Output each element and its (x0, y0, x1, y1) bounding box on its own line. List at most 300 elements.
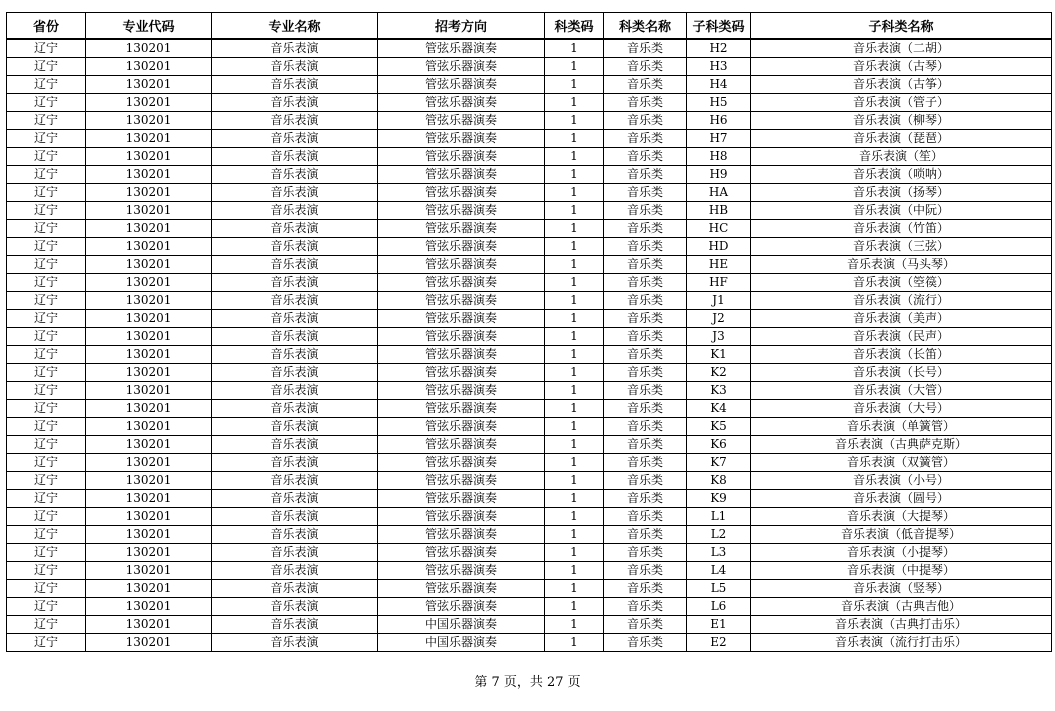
cell-category-code: 1 (545, 490, 604, 508)
cell-subcategory-code: K2 (687, 364, 751, 382)
cell-major-code: 130201 (86, 508, 212, 526)
cell-major-code: 130201 (86, 166, 212, 184)
cell-category-code: 1 (545, 562, 604, 580)
cell-exam-direction: 管弦乐器演奏 (378, 220, 545, 238)
cell-category-name: 音乐类 (604, 39, 687, 58)
cell-province: 辽宁 (7, 580, 86, 598)
cell-major-name: 音乐表演 (212, 346, 378, 364)
cell-province: 辽宁 (7, 544, 86, 562)
cell-subcategory-name: 音乐表演（竹笛） (751, 220, 1052, 238)
cell-major-name: 音乐表演 (212, 292, 378, 310)
cell-exam-direction: 管弦乐器演奏 (378, 598, 545, 616)
cell-major-name: 音乐表演 (212, 39, 378, 58)
cell-subcategory-code: H5 (687, 94, 751, 112)
cell-category-code: 1 (545, 148, 604, 166)
cell-major-name: 音乐表演 (212, 238, 378, 256)
cell-category-code: 1 (545, 274, 604, 292)
header-category-name: 科类名称 (604, 13, 687, 40)
cell-province: 辽宁 (7, 220, 86, 238)
cell-subcategory-name: 音乐表演（圆号） (751, 490, 1052, 508)
cell-subcategory-name: 音乐表演（民声） (751, 328, 1052, 346)
cell-category-name: 音乐类 (604, 112, 687, 130)
cell-subcategory-code: H2 (687, 39, 751, 58)
cell-province: 辽宁 (7, 490, 86, 508)
cell-category-name: 音乐类 (604, 94, 687, 112)
cell-exam-direction: 管弦乐器演奏 (378, 112, 545, 130)
cell-subcategory-name: 音乐表演（古典萨克斯） (751, 436, 1052, 454)
table-row (7, 328, 1052, 346)
cell-subcategory-code: E1 (687, 616, 751, 634)
table-row (7, 58, 1052, 76)
table-row (7, 130, 1052, 148)
cell-category-code: 1 (545, 202, 604, 220)
cell-subcategory-code: HE (687, 256, 751, 274)
cell-major-name: 音乐表演 (212, 364, 378, 382)
cell-category-name: 音乐类 (604, 508, 687, 526)
table-row (7, 382, 1052, 400)
cell-exam-direction: 管弦乐器演奏 (378, 472, 545, 490)
cell-subcategory-name: 音乐表演（古典吉他） (751, 598, 1052, 616)
header-category-code: 科类码 (545, 13, 604, 40)
cell-major-code: 130201 (86, 346, 212, 364)
cell-major-name: 音乐表演 (212, 544, 378, 562)
cell-major-name: 音乐表演 (212, 130, 378, 148)
header-province: 省份 (7, 13, 86, 40)
cell-category-name: 音乐类 (604, 418, 687, 436)
cell-category-code: 1 (545, 580, 604, 598)
table-row (7, 634, 1052, 652)
cell-subcategory-code: H7 (687, 130, 751, 148)
cell-major-name: 音乐表演 (212, 454, 378, 472)
cell-major-name: 音乐表演 (212, 94, 378, 112)
cell-major-code: 130201 (86, 544, 212, 562)
cell-category-code: 1 (545, 634, 604, 652)
cell-subcategory-name: 音乐表演（美声） (751, 310, 1052, 328)
header-subcategory-name: 子科类名称 (751, 13, 1052, 40)
cell-major-name: 音乐表演 (212, 274, 378, 292)
cell-province: 辽宁 (7, 148, 86, 166)
cell-exam-direction: 管弦乐器演奏 (378, 562, 545, 580)
cell-subcategory-name: 音乐表演（长号） (751, 364, 1052, 382)
cell-subcategory-code: HA (687, 184, 751, 202)
cell-category-name: 音乐类 (604, 598, 687, 616)
cell-exam-direction: 管弦乐器演奏 (378, 328, 545, 346)
cell-exam-direction: 管弦乐器演奏 (378, 346, 545, 364)
cell-subcategory-name: 音乐表演（管子） (751, 94, 1052, 112)
table-row (7, 346, 1052, 364)
cell-province: 辽宁 (7, 346, 86, 364)
table-row (7, 364, 1052, 382)
cell-major-name: 音乐表演 (212, 490, 378, 508)
cell-category-code: 1 (545, 454, 604, 472)
cell-subcategory-name: 音乐表演（笙） (751, 148, 1052, 166)
cell-subcategory-code: H9 (687, 166, 751, 184)
cell-category-name: 音乐类 (604, 490, 687, 508)
cell-major-name: 音乐表演 (212, 202, 378, 220)
table-row (7, 148, 1052, 166)
cell-category-name: 音乐类 (604, 328, 687, 346)
cell-category-code: 1 (545, 328, 604, 346)
cell-major-code: 130201 (86, 292, 212, 310)
cell-province: 辽宁 (7, 508, 86, 526)
cell-exam-direction: 管弦乐器演奏 (378, 238, 545, 256)
table-row (7, 454, 1052, 472)
cell-subcategory-code: HB (687, 202, 751, 220)
cell-subcategory-name: 音乐表演（中提琴） (751, 562, 1052, 580)
cell-category-name: 音乐类 (604, 202, 687, 220)
header-row (7, 13, 1052, 40)
cell-subcategory-code: E2 (687, 634, 751, 652)
cell-major-code: 130201 (86, 418, 212, 436)
header-major-code: 专业代码 (86, 13, 212, 40)
header-major-name: 专业名称 (212, 13, 378, 40)
cell-exam-direction: 管弦乐器演奏 (378, 364, 545, 382)
cell-province: 辽宁 (7, 274, 86, 292)
cell-subcategory-name: 音乐表演（大号） (751, 400, 1052, 418)
table-row (7, 580, 1052, 598)
cell-major-code: 130201 (86, 580, 212, 598)
cell-category-code: 1 (545, 310, 604, 328)
table-row (7, 616, 1052, 634)
cell-subcategory-name: 音乐表演（长笛） (751, 346, 1052, 364)
cell-exam-direction: 管弦乐器演奏 (378, 148, 545, 166)
cell-exam-direction: 管弦乐器演奏 (378, 130, 545, 148)
table-row (7, 76, 1052, 94)
cell-major-code: 130201 (86, 274, 212, 292)
cell-province: 辽宁 (7, 364, 86, 382)
table-row (7, 544, 1052, 562)
cell-major-name: 音乐表演 (212, 400, 378, 418)
cell-major-name: 音乐表演 (212, 148, 378, 166)
cell-exam-direction: 管弦乐器演奏 (378, 526, 545, 544)
table-row (7, 184, 1052, 202)
cell-major-code: 130201 (86, 328, 212, 346)
table-row (7, 256, 1052, 274)
cell-exam-direction: 管弦乐器演奏 (378, 436, 545, 454)
cell-subcategory-name: 音乐表演（小提琴） (751, 544, 1052, 562)
cell-province: 辽宁 (7, 616, 86, 634)
cell-exam-direction: 管弦乐器演奏 (378, 202, 545, 220)
cell-major-code: 130201 (86, 364, 212, 382)
cell-major-name: 音乐表演 (212, 184, 378, 202)
cell-major-code: 130201 (86, 472, 212, 490)
cell-major-code: 130201 (86, 130, 212, 148)
cell-major-code: 130201 (86, 598, 212, 616)
cell-subcategory-name: 音乐表演（流行） (751, 292, 1052, 310)
cell-category-name: 音乐类 (604, 166, 687, 184)
table-row (7, 436, 1052, 454)
cell-subcategory-name: 音乐表演（小号） (751, 472, 1052, 490)
cell-category-code: 1 (545, 382, 604, 400)
cell-subcategory-name: 音乐表演（琵琶） (751, 130, 1052, 148)
cell-province: 辽宁 (7, 400, 86, 418)
cell-category-code: 1 (545, 436, 604, 454)
cell-major-name: 音乐表演 (212, 418, 378, 436)
table-row (7, 274, 1052, 292)
cell-province: 辽宁 (7, 184, 86, 202)
cell-province: 辽宁 (7, 256, 86, 274)
cell-major-name: 音乐表演 (212, 598, 378, 616)
cell-major-code: 130201 (86, 562, 212, 580)
table-row (7, 39, 1052, 58)
cell-exam-direction: 中国乐器演奏 (378, 634, 545, 652)
page-footer: 第 7 页，共 27 页 (474, 675, 581, 690)
cell-province: 辽宁 (7, 382, 86, 400)
admissions-table (6, 12, 1052, 652)
cell-subcategory-name: 音乐表演（大提琴） (751, 508, 1052, 526)
cell-subcategory-code: J2 (687, 310, 751, 328)
cell-category-code: 1 (545, 526, 604, 544)
cell-category-code: 1 (545, 544, 604, 562)
cell-category-name: 音乐类 (604, 76, 687, 94)
cell-major-code: 130201 (86, 184, 212, 202)
cell-province: 辽宁 (7, 202, 86, 220)
cell-province: 辽宁 (7, 418, 86, 436)
table-row (7, 562, 1052, 580)
cell-category-name: 音乐类 (604, 526, 687, 544)
cell-category-name: 音乐类 (604, 472, 687, 490)
table-row (7, 598, 1052, 616)
cell-subcategory-name: 音乐表演（竖琴） (751, 580, 1052, 598)
cell-exam-direction: 管弦乐器演奏 (378, 76, 545, 94)
cell-category-name: 音乐类 (604, 544, 687, 562)
cell-major-name: 音乐表演 (212, 580, 378, 598)
cell-category-name: 音乐类 (604, 274, 687, 292)
cell-exam-direction: 管弦乐器演奏 (378, 94, 545, 112)
cell-subcategory-code: H8 (687, 148, 751, 166)
cell-exam-direction: 管弦乐器演奏 (378, 490, 545, 508)
cell-category-name: 音乐类 (604, 400, 687, 418)
cell-major-name: 音乐表演 (212, 472, 378, 490)
header-exam-direction: 招考方向 (378, 13, 545, 40)
cell-major-name: 音乐表演 (212, 634, 378, 652)
cell-subcategory-name: 音乐表演（古琴） (751, 58, 1052, 76)
cell-category-code: 1 (545, 76, 604, 94)
cell-subcategory-code: H3 (687, 58, 751, 76)
cell-exam-direction: 管弦乐器演奏 (378, 292, 545, 310)
cell-major-code: 130201 (86, 76, 212, 94)
cell-major-name: 音乐表演 (212, 220, 378, 238)
cell-category-code: 1 (545, 418, 604, 436)
table-row (7, 112, 1052, 130)
cell-exam-direction: 管弦乐器演奏 (378, 508, 545, 526)
cell-category-code: 1 (545, 346, 604, 364)
cell-major-code: 130201 (86, 616, 212, 634)
cell-category-code: 1 (545, 292, 604, 310)
cell-category-name: 音乐类 (604, 436, 687, 454)
cell-major-name: 音乐表演 (212, 112, 378, 130)
cell-subcategory-code: K4 (687, 400, 751, 418)
cell-subcategory-code: H4 (687, 76, 751, 94)
cell-subcategory-name: 音乐表演（中阮） (751, 202, 1052, 220)
cell-exam-direction: 管弦乐器演奏 (378, 39, 545, 58)
cell-category-name: 音乐类 (604, 238, 687, 256)
cell-category-code: 1 (545, 256, 604, 274)
cell-province: 辽宁 (7, 130, 86, 148)
cell-subcategory-code: K3 (687, 382, 751, 400)
cell-province: 辽宁 (7, 472, 86, 490)
cell-subcategory-code: L1 (687, 508, 751, 526)
cell-subcategory-code: K5 (687, 418, 751, 436)
cell-subcategory-name: 音乐表演（三弦） (751, 238, 1052, 256)
cell-category-name: 音乐类 (604, 634, 687, 652)
table-row (7, 292, 1052, 310)
cell-exam-direction: 管弦乐器演奏 (378, 274, 545, 292)
cell-subcategory-name: 音乐表演（古筝） (751, 76, 1052, 94)
cell-major-name: 音乐表演 (212, 256, 378, 274)
cell-subcategory-code: K7 (687, 454, 751, 472)
cell-major-code: 130201 (86, 256, 212, 274)
cell-major-name: 音乐表演 (212, 382, 378, 400)
cell-province: 辽宁 (7, 94, 86, 112)
cell-category-name: 音乐类 (604, 454, 687, 472)
cell-province: 辽宁 (7, 598, 86, 616)
table-body (7, 39, 1052, 652)
cell-category-name: 音乐类 (604, 220, 687, 238)
table-row (7, 472, 1052, 490)
cell-category-code: 1 (545, 39, 604, 58)
cell-subcategory-code: HD (687, 238, 751, 256)
cell-category-name: 音乐类 (604, 148, 687, 166)
cell-major-code: 130201 (86, 634, 212, 652)
cell-province: 辽宁 (7, 76, 86, 94)
cell-category-code: 1 (545, 220, 604, 238)
cell-subcategory-name: 音乐表演（大管） (751, 382, 1052, 400)
cell-category-name: 音乐类 (604, 580, 687, 598)
cell-major-code: 130201 (86, 220, 212, 238)
cell-province: 辽宁 (7, 292, 86, 310)
cell-major-code: 130201 (86, 436, 212, 454)
cell-exam-direction: 中国乐器演奏 (378, 616, 545, 634)
cell-major-name: 音乐表演 (212, 436, 378, 454)
cell-province: 辽宁 (7, 39, 86, 58)
cell-category-code: 1 (545, 364, 604, 382)
cell-category-code: 1 (545, 508, 604, 526)
cell-subcategory-name: 音乐表演（柳琴） (751, 112, 1052, 130)
cell-subcategory-name: 音乐表演（双簧管） (751, 454, 1052, 472)
cell-province: 辽宁 (7, 562, 86, 580)
cell-category-name: 音乐类 (604, 130, 687, 148)
cell-category-code: 1 (545, 400, 604, 418)
table-row (7, 400, 1052, 418)
cell-major-name: 音乐表演 (212, 76, 378, 94)
cell-subcategory-code: K1 (687, 346, 751, 364)
cell-major-name: 音乐表演 (212, 58, 378, 76)
cell-category-name: 音乐类 (604, 364, 687, 382)
cell-subcategory-code: L5 (687, 580, 751, 598)
cell-province: 辽宁 (7, 526, 86, 544)
cell-major-code: 130201 (86, 202, 212, 220)
cell-exam-direction: 管弦乐器演奏 (378, 400, 545, 418)
cell-major-code: 130201 (86, 94, 212, 112)
cell-category-name: 音乐类 (604, 616, 687, 634)
cell-subcategory-code: HF (687, 274, 751, 292)
cell-subcategory-name: 音乐表演（箜篌） (751, 274, 1052, 292)
cell-category-name: 音乐类 (604, 256, 687, 274)
cell-category-name: 音乐类 (604, 292, 687, 310)
cell-province: 辽宁 (7, 328, 86, 346)
table-row (7, 94, 1052, 112)
cell-subcategory-code: L3 (687, 544, 751, 562)
cell-exam-direction: 管弦乐器演奏 (378, 382, 545, 400)
table-row (7, 310, 1052, 328)
cell-subcategory-code: K6 (687, 436, 751, 454)
cell-major-code: 130201 (86, 112, 212, 130)
cell-category-code: 1 (545, 184, 604, 202)
cell-subcategory-code: K9 (687, 490, 751, 508)
cell-subcategory-code: J3 (687, 328, 751, 346)
cell-major-code: 130201 (86, 454, 212, 472)
cell-major-code: 130201 (86, 490, 212, 508)
table-row (7, 220, 1052, 238)
cell-major-name: 音乐表演 (212, 166, 378, 184)
cell-major-code: 130201 (86, 310, 212, 328)
table-row (7, 508, 1052, 526)
cell-province: 辽宁 (7, 436, 86, 454)
cell-major-code: 130201 (86, 382, 212, 400)
cell-category-name: 音乐类 (604, 58, 687, 76)
cell-exam-direction: 管弦乐器演奏 (378, 454, 545, 472)
cell-subcategory-name: 音乐表演（马头琴） (751, 256, 1052, 274)
cell-province: 辽宁 (7, 310, 86, 328)
cell-category-code: 1 (545, 166, 604, 184)
cell-province: 辽宁 (7, 238, 86, 256)
cell-major-code: 130201 (86, 526, 212, 544)
cell-subcategory-code: H6 (687, 112, 751, 130)
cell-exam-direction: 管弦乐器演奏 (378, 184, 545, 202)
cell-category-code: 1 (545, 58, 604, 76)
cell-subcategory-name: 音乐表演（流行打击乐） (751, 634, 1052, 652)
cell-major-name: 音乐表演 (212, 526, 378, 544)
cell-major-code: 130201 (86, 39, 212, 58)
cell-category-name: 音乐类 (604, 184, 687, 202)
cell-category-code: 1 (545, 598, 604, 616)
cell-subcategory-code: L4 (687, 562, 751, 580)
cell-exam-direction: 管弦乐器演奏 (378, 418, 545, 436)
cell-category-name: 音乐类 (604, 346, 687, 364)
cell-subcategory-code: HC (687, 220, 751, 238)
table-row (7, 166, 1052, 184)
cell-major-name: 音乐表演 (212, 310, 378, 328)
cell-major-name: 音乐表演 (212, 508, 378, 526)
cell-province: 辽宁 (7, 454, 86, 472)
table-row (7, 490, 1052, 508)
table-row (7, 202, 1052, 220)
cell-category-name: 音乐类 (604, 382, 687, 400)
cell-province: 辽宁 (7, 634, 86, 652)
cell-exam-direction: 管弦乐器演奏 (378, 580, 545, 598)
cell-category-name: 音乐类 (604, 310, 687, 328)
cell-category-code: 1 (545, 112, 604, 130)
cell-subcategory-name: 音乐表演（低音提琴） (751, 526, 1052, 544)
cell-category-code: 1 (545, 616, 604, 634)
cell-category-code: 1 (545, 238, 604, 256)
cell-exam-direction: 管弦乐器演奏 (378, 544, 545, 562)
cell-category-code: 1 (545, 472, 604, 490)
cell-category-name: 音乐类 (604, 562, 687, 580)
cell-subcategory-name: 音乐表演（古典打击乐） (751, 616, 1052, 634)
cell-category-code: 1 (545, 130, 604, 148)
cell-subcategory-name: 音乐表演（单簧管） (751, 418, 1052, 436)
cell-province: 辽宁 (7, 112, 86, 130)
cell-province: 辽宁 (7, 58, 86, 76)
cell-exam-direction: 管弦乐器演奏 (378, 256, 545, 274)
cell-subcategory-name: 音乐表演（扬琴） (751, 184, 1052, 202)
cell-major-name: 音乐表演 (212, 562, 378, 580)
cell-category-code: 1 (545, 94, 604, 112)
cell-major-code: 130201 (86, 148, 212, 166)
cell-subcategory-code: K8 (687, 472, 751, 490)
